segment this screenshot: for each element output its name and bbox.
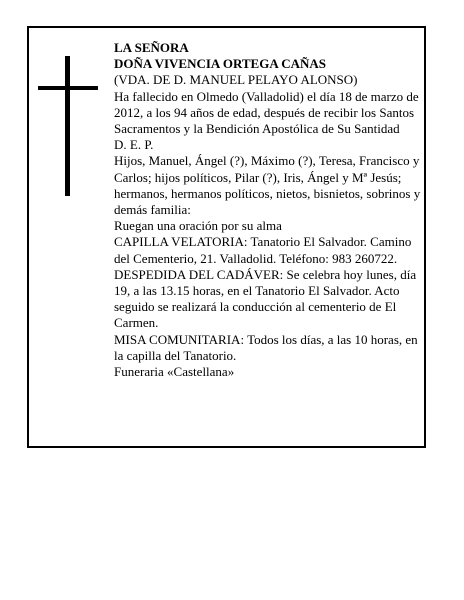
family-list: Hijos, Manuel, Ángel (?), Máximo (?), Teresa, Francisco y Carlos; hijos políticos, Pilar (?), Iris, Ángel y Mª Jesús; hermanos, hermanos políticos, nietos, bisnietos, sobrinos y demás familia: <box>114 153 421 218</box>
cross-horizontal-bar <box>38 86 98 90</box>
mass-info: MISA COMUNITARIA: Todos los días, a las 10 horas, en la capilla del Tanatorio. <box>114 331 418 363</box>
farewell-info: DESPEDIDA DEL CADÁVER: Se celebra hoy lunes, día 19, a las 13.15 horas, en el Tanatorio El Salvador. Acto seguido se realizará la conducción al cementerio de El Carmen. <box>114 266 417 331</box>
death-details: Ha fallecido en Olmedo (Valladolid) el día 18 de marzo de 2012, a los 94 años de edad, después de recibir los Santos Sacramentos y la Bendición Apostólica de Su Santidad <box>114 88 419 137</box>
obituary-text <box>114 40 424 380</box>
chapel-info: CAPILLA VELATORIA: Tanatorio El Salvador. Camino del Cementerio, 21. Valladolid. Teléfono: 983 260722. <box>114 234 412 266</box>
prayer-request: Ruegan una oración por su alma <box>114 218 282 234</box>
deceased-name: DOÑA VIVENCIA ORTEGA CAÑAS <box>114 56 327 72</box>
funeral-home: Funeraria «Castellana» <box>114 364 235 380</box>
cross-vertical-bar <box>65 56 70 196</box>
notice-title: LA SEÑORA <box>114 40 189 55</box>
widow-of: (VDA. DE D. MANUEL PELAYO ALONSO) <box>114 72 358 88</box>
rip-line: D. E. P. <box>114 137 154 153</box>
